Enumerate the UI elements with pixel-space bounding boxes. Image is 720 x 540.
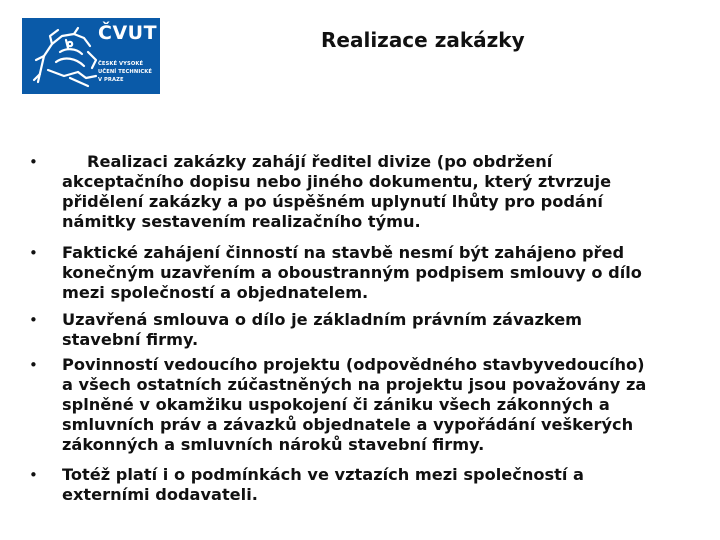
bullet-text	[62, 465, 702, 505]
logo-subtitle-line: V PRAZE	[98, 77, 124, 83]
logo-subtitle-line: UČENÍ TECHNICKÉ	[98, 69, 153, 75]
bullet-line: zákonných a smluvních nároků stavební firmy.	[62, 435, 485, 454]
bullet-text	[62, 355, 702, 455]
bullet-line: externími dodavateli.	[62, 485, 258, 504]
logo-name: ČVUT	[98, 22, 158, 44]
bullet-line: Faktické zahájení činností na stavbě nesmí být zahájeno před	[62, 243, 625, 262]
slide-title: Realizace zakázky	[321, 28, 525, 52]
bullet-text	[62, 152, 702, 232]
bullet-dot-icon: •	[29, 311, 38, 329]
bullet-line: a všech ostatních zúčastněných na projektu jsou považovány za	[62, 375, 647, 394]
bullet-line: stavební firmy.	[62, 330, 199, 349]
logo-subtitle-line: ČESKÉ VYSOKÉ	[98, 61, 144, 67]
bullet-dot-icon: •	[29, 153, 38, 171]
lion-emblem-icon	[30, 26, 104, 88]
bullet-dot-icon: •	[29, 356, 38, 374]
bullet-line: splněné v okamžiku uspokojení či zániku všech zákonných a	[62, 395, 610, 414]
bullet-line: Realizaci zakázky zahájí ředitel divize (po obdržení	[87, 152, 553, 171]
bullet-line: akceptačního dopisu nebo jiného dokumentu, který ztvrzuje	[62, 172, 612, 191]
bullet-line: námitky sestavením realizačního týmu.	[62, 212, 421, 231]
bullet-text	[62, 243, 702, 303]
bullet-line: konečným uzavřením a oboustranným podpisem smlouvy o dílo	[62, 263, 642, 282]
logo-subtitle	[98, 60, 156, 84]
bullet-line: Totéž platí i o podmínkách ve vztazích mezi společností a	[62, 465, 584, 484]
bullet-line: mezi společností a objednatelem.	[62, 283, 369, 302]
bullet-line: smluvních práv a závazků objednatele a vypořádání veškerých	[62, 415, 634, 434]
bullet-line: Uzavřená smlouva o dílo je základním právním závazkem	[62, 310, 583, 329]
cvut-logo	[22, 18, 160, 94]
bullet-dot-icon: •	[29, 244, 38, 262]
bullet-text	[62, 310, 702, 350]
bullet-line: přidělení zakázky a po úspěšném uplynutí lhůty pro podání	[62, 192, 603, 211]
bullet-line: Povinností vedoucího projektu (odpovědného stavbyvedoucího)	[62, 355, 645, 374]
bullet-dot-icon: •	[29, 466, 38, 484]
